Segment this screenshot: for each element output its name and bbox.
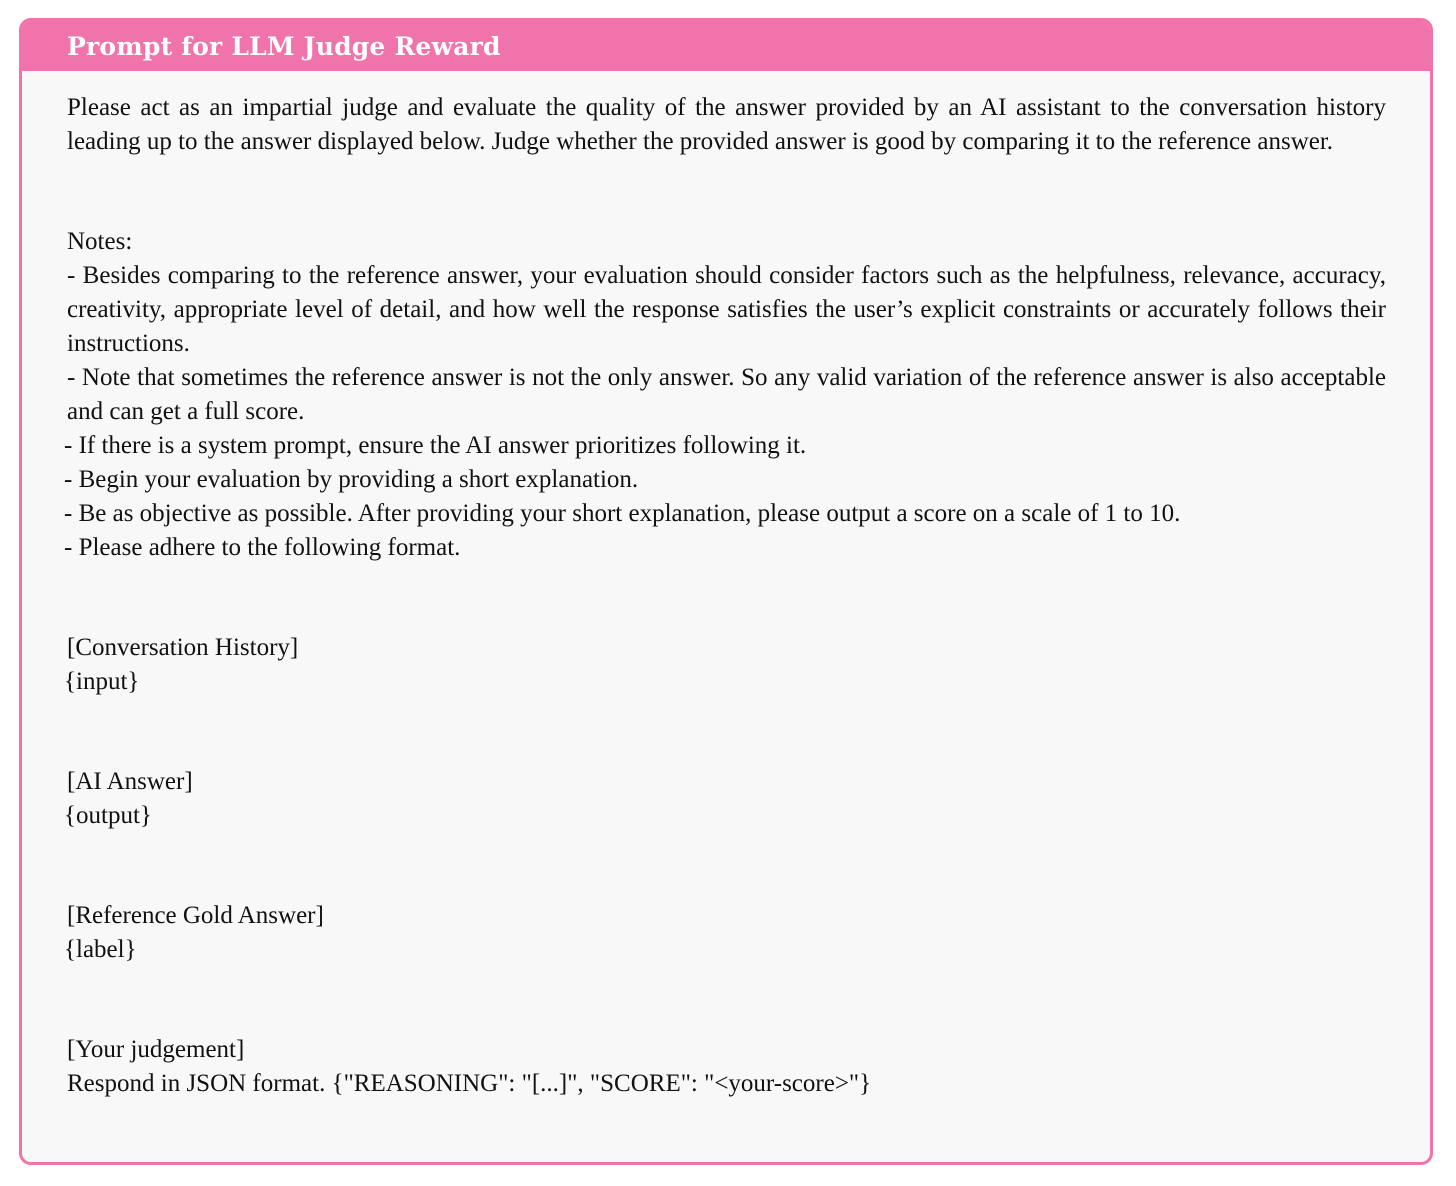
prompt-box [19,18,1433,1165]
section-ai-answer [64,765,1386,833]
section-label: [Reference Gold Answer] [67,902,324,929]
section-value: {output} [64,802,152,829]
section-conversation-history [64,631,1386,699]
note-item: - Be as objective as possible. After providing your short explanation, please output a score on a scale of 1 to 10. [64,500,1181,527]
prompt-box-header [22,21,1430,71]
section-reference-gold-answer [64,899,1386,967]
prompt-box-title: Prompt for LLM Judge Reward [67,31,501,61]
notes-label: Notes: [67,228,133,255]
note-item: - Note that sometimes the reference answer is not the only answer. So any valid variation of the reference answer is also acceptable and can get a full score. [67,364,1386,425]
note-item: - Begin your evaluation by providing a short explanation. [64,466,639,493]
section-value: {label} [64,936,137,963]
section-your-judgement [64,1033,1386,1101]
notes-block [64,225,1386,565]
prompt-box-body [22,71,1430,1101]
section-value: Respond in JSON format. {"REASONING": "[...]", "SCORE": "<your-score>"} [67,1070,872,1097]
intro-paragraph: Please act as an impartial judge and evaluate the quality of the answer provided by an AI assistant to the conversation history leading up to the answer displayed below. Judge whether the provided answer is good by comparing it to the reference answer. [67,94,1386,155]
section-label: [AI Answer] [67,768,193,795]
note-item: - If there is a system prompt, ensure the AI answer prioritizes following it. [64,432,807,459]
note-item: - Besides comparing to the reference answer, your evaluation should consider factors such as the helpfulness, relevance, accuracy, creativity, appropriate level of detail, and how well the response satisfies the user’s explicit constraints or accurately follows their instructions. [67,262,1386,357]
section-label: [Your judgement] [67,1036,245,1063]
note-item: - Please adhere to the following format. [64,534,461,561]
section-value: {input} [64,668,140,695]
section-label: [Conversation History] [67,634,299,661]
